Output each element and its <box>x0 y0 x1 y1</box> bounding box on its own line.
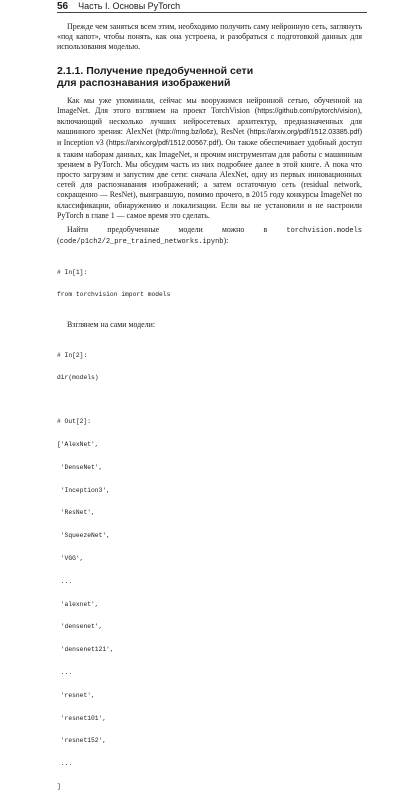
code-line: 'DenseNet', <box>57 463 103 471</box>
page-header <box>57 0 367 13</box>
code-line: ] <box>57 782 61 790</box>
page-number: 56 <box>57 0 69 12</box>
section-title-line-1: 2.1.1. Получение предобученной сети <box>57 64 254 77</box>
page-content <box>57 22 362 806</box>
code-line: ... <box>57 760 73 768</box>
body-paragraph-torchvision <box>57 96 362 221</box>
inline-code-module: torchvision.models <box>286 227 362 236</box>
code-line: dir(models) <box>57 374 99 382</box>
torchvision-link[interactable]: https://github.com/pytorch/vision <box>257 107 358 115</box>
section-title-line-2: для распознавания изображений <box>57 77 231 90</box>
code-block-import <box>57 253 362 314</box>
code-line: 'SqueezeNet', <box>57 532 110 540</box>
code-line: ... <box>57 577 73 585</box>
text-run: ), ResNet ( <box>213 127 250 137</box>
code-line: 'densenet', <box>57 623 103 631</box>
inception-link[interactable]: https://arxiv.org/pdf/1512.00567.pdf <box>108 140 219 148</box>
code-line: ['AlexNet', <box>57 441 99 449</box>
code-line: ... <box>57 668 73 676</box>
text-run: Найти предобученные модели можно в <box>67 225 287 235</box>
code-line: from torchvision import models <box>57 291 171 299</box>
code-line: 'alexnet', <box>57 600 99 608</box>
code-line: # Out[2]: <box>57 418 92 426</box>
text-run: Как мы уже упоминали, сейчас мы вооружимся нейронной сетью, обученной на ImageNet. Для этого взглянем на проект TorchVision ( <box>57 95 362 115</box>
text-run: ( <box>57 236 60 246</box>
code-line: 'resnet101', <box>57 714 107 722</box>
code-line: 'ResNet', <box>57 509 95 517</box>
chapter-title: Часть I. Основы PyTorch <box>78 1 181 11</box>
section-title <box>57 65 362 90</box>
resnet-link[interactable]: https://arxiv.org/pdf/1512.03385.pdf <box>249 129 360 137</box>
body-paragraph-look: Взглянем на сами модели: <box>67 320 156 330</box>
text-run: ) и Inception v3 ( <box>57 127 362 148</box>
code-line: 'resnet', <box>57 691 95 699</box>
code-line: # In[2]: <box>57 351 88 359</box>
code-block-output <box>57 403 362 805</box>
code-line: 'Inception3', <box>57 486 110 494</box>
inline-code-notebook-path: code/p1ch2/2_pre_trained_networks.ipynb <box>59 238 224 247</box>
code-line: 'densenet121', <box>57 646 114 654</box>
alexnet-link[interactable]: http://mng.bz/lo6z <box>158 129 214 137</box>
body-paragraph-models <box>57 225 362 247</box>
code-line: # In[1]: <box>57 268 88 276</box>
code-line: 'resnet152', <box>57 737 107 745</box>
code-block-dir <box>57 336 362 397</box>
code-line: 'VGG', <box>57 555 84 563</box>
text-run: ), включающий несколько лучших нейросетевых архитектур, предназначенных для машинного зрения: AlexNet ( <box>57 105 362 137</box>
intro-paragraph: Прежде чем заняться всем этим, необходимо получить саму нейронную сеть, заглянуть «под капот», чтобы понять, как она устроена, и разобраться с подготовкой данных для использования моделью. <box>57 22 362 52</box>
text-run: ). Он также обеспечивает удобный доступ к таким наборам данных, как ImageNet, и прочим инструментам для работы с машинным зрением в PyTorch. Мы обсудим часть из них подробнее далее в этой книге. А пока что просто загрузим и запустим две сети: сначала AlexNet, одну из первых инновационных сетей для распознавания изображений; а затем остаточную сеть (residual network, сокращенно — ResNet), выигравшую, помимо прочего, в 2015 году конкурсы ImageNet по классификации, обнаружению и локализации. Если вы не установили и не настроили PyTorch в главе 1 — самое время это сделать. <box>57 138 362 220</box>
text-run: ): <box>223 236 229 246</box>
